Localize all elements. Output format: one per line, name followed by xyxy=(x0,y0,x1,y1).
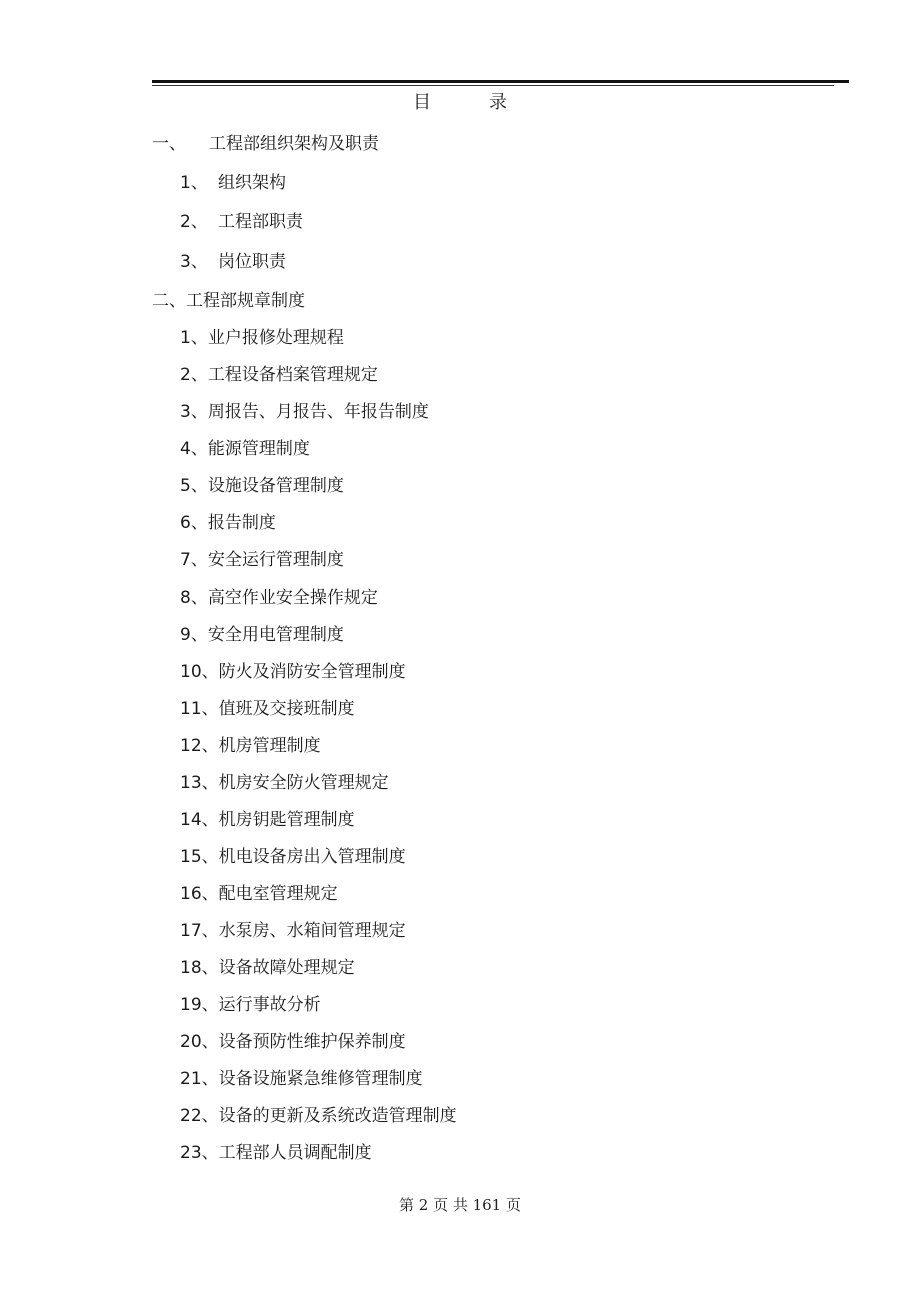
toc-item-title: 工程部人员调配制度 xyxy=(218,1143,372,1163)
toc-item-title: 业户报修处理规程 xyxy=(207,328,344,348)
toc-section-2-number: 二、 xyxy=(152,291,186,311)
toc-item-number: 7、 xyxy=(180,550,208,570)
toc-item[interactable] xyxy=(180,587,378,609)
toc-item[interactable] xyxy=(180,512,276,534)
toc-title-left: 目 xyxy=(413,92,431,113)
toc-item[interactable] xyxy=(180,883,338,905)
toc-title xyxy=(0,91,920,115)
toc-item-number: 3、 xyxy=(180,402,208,422)
toc-item-number: 1、 xyxy=(180,328,208,348)
toc-item[interactable] xyxy=(180,624,344,646)
toc-item-title: 高空作业安全操作规定 xyxy=(207,588,378,608)
toc-item[interactable] xyxy=(180,994,321,1016)
toc-item-title: 水泵房、水箱间管理规定 xyxy=(218,921,406,941)
toc-section-1[interactable] xyxy=(152,133,379,155)
toc-item-number: 14、 xyxy=(180,810,219,830)
page-footer: 第 2 页 共 161 页 xyxy=(398,1196,521,1214)
toc-item-title: 设备设施紧急维修管理制度 xyxy=(218,1069,423,1089)
toc-item[interactable] xyxy=(180,211,303,233)
toc-item[interactable] xyxy=(180,1142,372,1164)
toc-item[interactable] xyxy=(180,251,286,273)
toc-item-number: 16、 xyxy=(180,884,219,904)
toc-item[interactable] xyxy=(180,698,355,720)
toc-item-number: 11、 xyxy=(180,699,219,719)
toc-item-title: 设施设备管理制度 xyxy=(207,476,344,496)
toc-item-title: 配电室管理规定 xyxy=(218,884,338,904)
toc-item[interactable] xyxy=(180,475,344,497)
toc-item-title: 机电设备房出入管理制度 xyxy=(218,847,406,867)
toc-item-title: 周报告、月报告、年报告制度 xyxy=(207,402,429,422)
toc-item[interactable] xyxy=(180,1031,406,1053)
toc-item-number: 9、 xyxy=(180,625,208,645)
toc-item-number: 2、 xyxy=(180,212,208,232)
toc-item[interactable] xyxy=(180,172,286,194)
toc-item-number: 6、 xyxy=(180,513,208,533)
toc-item[interactable] xyxy=(180,401,429,423)
toc-item-number: 21、 xyxy=(180,1069,219,1089)
toc-item[interactable] xyxy=(180,549,344,571)
toc-item[interactable] xyxy=(180,1105,457,1127)
toc-item[interactable] xyxy=(180,772,389,794)
toc-item-title: 机房钥匙管理制度 xyxy=(218,810,355,830)
toc-item-title: 设备的更新及系统改造管理制度 xyxy=(218,1106,457,1126)
toc-item[interactable] xyxy=(180,809,355,831)
toc-item[interactable] xyxy=(180,957,355,979)
toc-item[interactable] xyxy=(180,661,406,683)
toc-item-number: 1、 xyxy=(180,173,208,193)
toc-item-number: 10、 xyxy=(180,662,219,682)
toc-section-2[interactable] xyxy=(152,290,305,312)
toc-item-title: 机房管理制度 xyxy=(218,736,321,756)
header-rule-thin xyxy=(152,85,834,86)
toc-item-title: 组织架构 xyxy=(218,173,286,193)
toc-item-title: 工程设备档案管理规定 xyxy=(207,365,378,385)
toc-section-2-title: 工程部规章制度 xyxy=(186,291,305,311)
toc-item-title: 防火及消防安全管理制度 xyxy=(218,662,406,682)
toc-item-title: 能源管理制度 xyxy=(207,439,310,459)
toc-item-title: 机房安全防火管理规定 xyxy=(218,773,389,793)
toc-item-number: 8、 xyxy=(180,588,208,608)
toc-item[interactable] xyxy=(180,846,406,868)
toc-section-1-number: 一、 xyxy=(152,134,186,154)
toc-item-title: 安全运行管理制度 xyxy=(207,550,344,570)
toc-item-number: 18、 xyxy=(180,958,219,978)
toc-item-title: 安全用电管理制度 xyxy=(207,625,344,645)
toc-item-number: 5、 xyxy=(180,476,208,496)
toc-item-number: 3、 xyxy=(180,252,208,272)
toc-item-title: 工程部职责 xyxy=(218,212,303,232)
toc-item-title: 设备预防性维护保养制度 xyxy=(218,1032,406,1052)
toc-item-number: 20、 xyxy=(180,1032,219,1052)
toc-section-1-title: 工程部组织架构及职责 xyxy=(209,134,379,154)
toc-item[interactable] xyxy=(180,327,344,349)
toc-item[interactable] xyxy=(180,920,406,942)
toc-title-right: 录 xyxy=(489,92,507,113)
header-rule-thick xyxy=(152,80,849,83)
toc-item-title: 运行事故分析 xyxy=(218,995,321,1015)
toc-item-number: 13、 xyxy=(180,773,219,793)
toc-item-title: 岗位职责 xyxy=(218,252,286,272)
toc-item[interactable] xyxy=(180,438,310,460)
toc-item-number: 15、 xyxy=(180,847,219,867)
toc-item[interactable] xyxy=(180,364,378,386)
toc-item-number: 4、 xyxy=(180,439,208,459)
toc-item-title: 报告制度 xyxy=(207,513,276,533)
toc-item-number: 19、 xyxy=(180,995,219,1015)
toc-item-title: 设备故障处理规定 xyxy=(218,958,355,978)
toc-item-number: 22、 xyxy=(180,1106,219,1126)
toc-item-number: 2、 xyxy=(180,365,208,385)
toc-item[interactable] xyxy=(180,735,321,757)
toc-item-number: 12、 xyxy=(180,736,219,756)
toc-item-number: 17、 xyxy=(180,921,219,941)
toc-item[interactable] xyxy=(180,1068,423,1090)
toc-item-title: 值班及交接班制度 xyxy=(218,699,355,719)
toc-item-number: 23、 xyxy=(180,1143,219,1163)
